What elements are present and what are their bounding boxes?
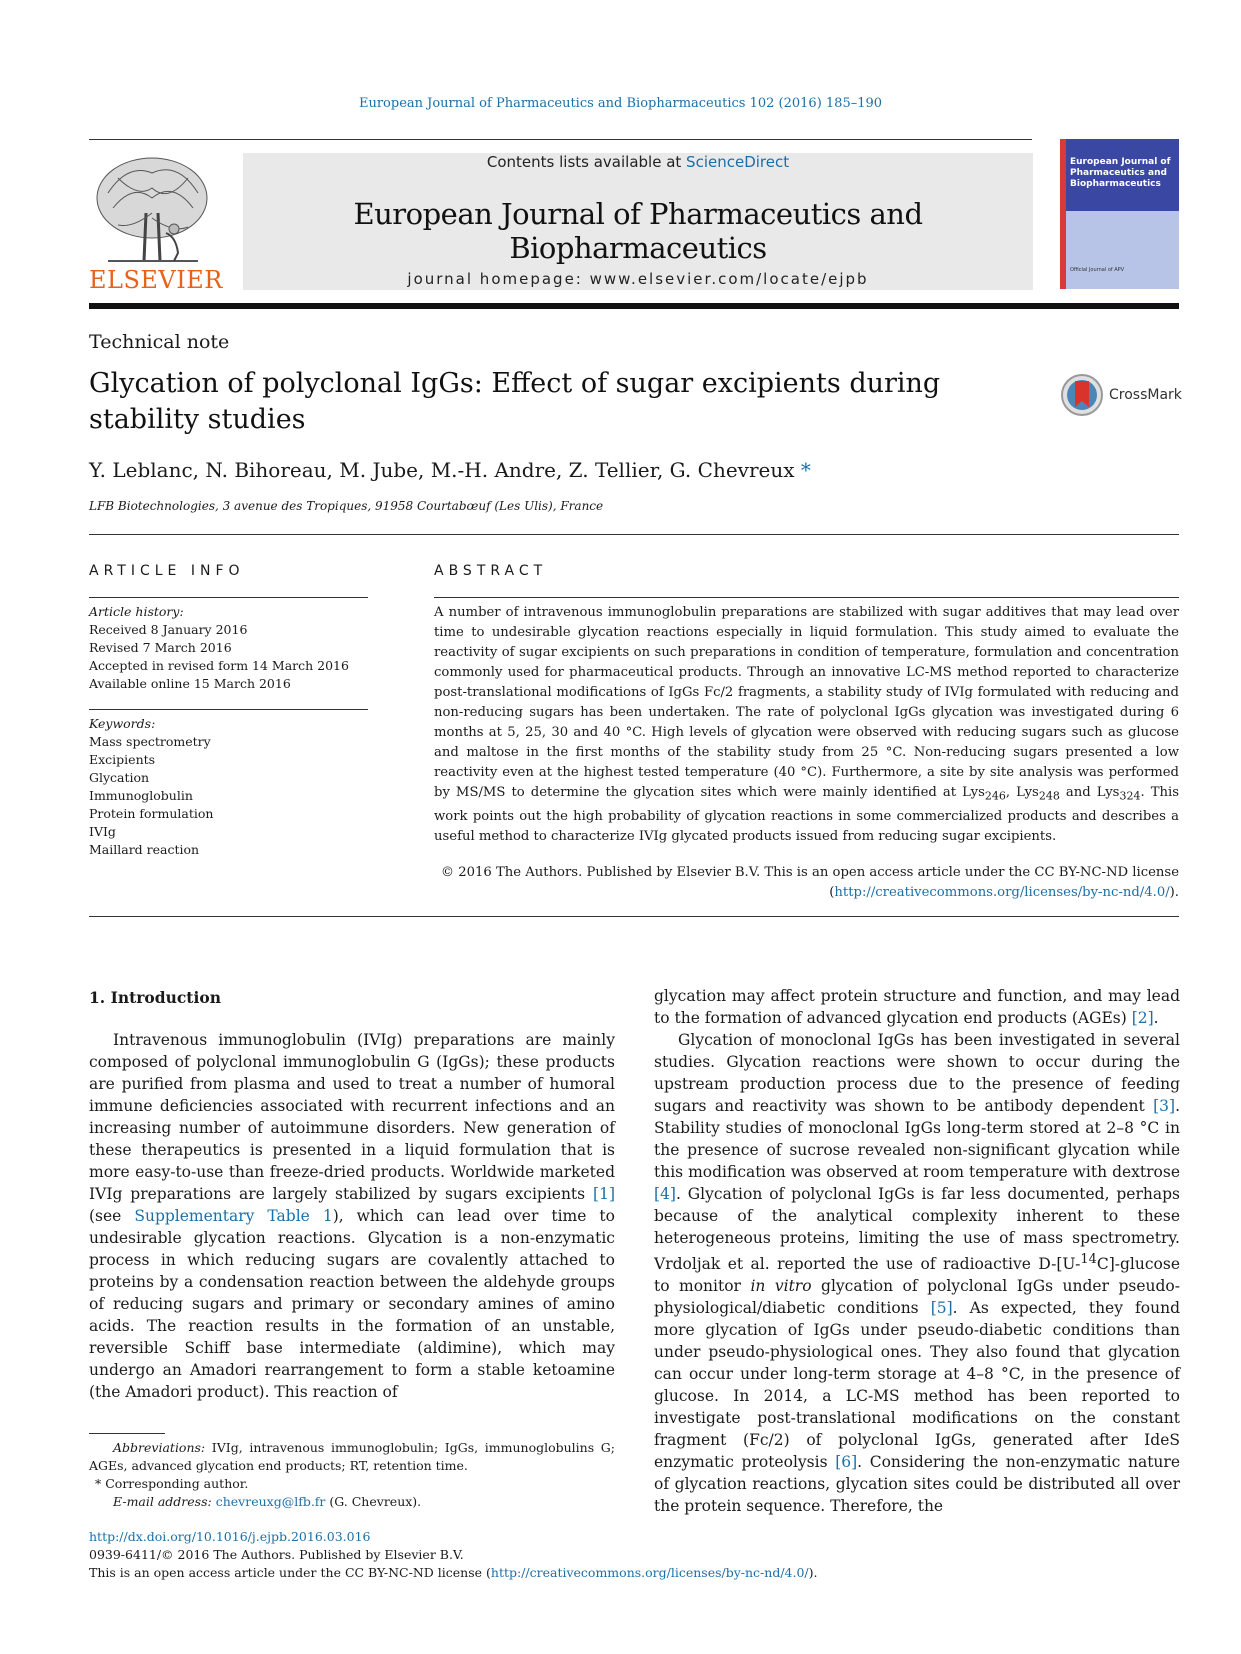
sciencedirect-link[interactable]: ScienceDirect [686,153,790,171]
section-heading-introduction: 1. Introduction [89,988,221,1007]
text-run: Intravenous immunoglobulin (IVIg) preparations are mainly composed of polyclonal immunoglobulin G (IgGs); these products are purified from plasma and used to treat a number of humoral immune deficiencies associated with recurrent infections and an increasing number of autoimmune disorders. New generation of these therapeutics is presented in a liquid formulation that is more easy-to-use than freeze-dried products. Worldwide marketed IVIg preparations are largely stabilized by sugars excipients [89,1031,615,1203]
text-run: Glycation of monoclonal IgGs has been investigated in several studies. Glycation reactions were shown to occur during the upstream production process due to the presence of feeding sugars and reactivity was shown to be antibody dependent [654,1031,1180,1115]
abstract-heading: ABSTRACT [434,563,548,579]
article-footer [89,1528,1089,1582]
issn-line: 0939-6411/© 2016 The Authors. Published by Elsevier B.V. [89,1547,464,1562]
keyword-item: IVIg [89,824,116,839]
corresponding-mark: * [95,1476,102,1491]
reference-link[interactable]: [1] [593,1185,615,1203]
license-end: ). [808,1565,818,1580]
paragraph [654,1029,1180,1517]
copyright-text: © 2016 The Authors. Published by Elsevier B.V. This is an open access article under the CC BY-NC-ND license ( [440,865,1179,900]
abstract-separator: , Lys [1005,785,1039,800]
footnote-email [89,1493,615,1511]
author-names: Y. Leblanc, N. Bihoreau, M. Jube, M.-H. Andre, Z. Tellier, G. Chevreux [89,458,795,482]
reference-link[interactable]: [2] [1131,1009,1154,1027]
paragraph [89,1029,615,1403]
corresponding-author-mark[interactable]: * [800,458,811,482]
email-link[interactable]: chevreuxg@lfb.fr [215,1494,326,1509]
paragraph [654,985,1180,1029]
text-run: C]-glucose to monitor [654,1255,1180,1296]
crossmark-button[interactable] [1060,373,1185,419]
corresponding-text: Corresponding author. [101,1476,249,1491]
crossmark-label: CrossMark [1109,387,1182,403]
supplementary-table-link[interactable]: Supplementary Table 1 [134,1207,333,1225]
cover-title: European Journal of Pharmaceutics and Biopharmaceutics [1070,157,1171,189]
text-run: glycation may affect protein structure and function, and may lead to the formation of advanced glycation end products (AGEs) [654,987,1180,1027]
body-column-right [654,985,1180,1517]
text-run: . As expected, they found more glycation of IgGs under pseudo-diabetic conditions than under pseudo-physiological ones. They also found that glycation can occur under long-term storage at 4–8 °C, in the presence of glucose. In 2014, a LC-MS method has been reported to investigate post-translational modifications on the constant fragment (Fc/2) of polyclonal IgGs, generated after IdeS enzymatic proteolysis [654,1299,1180,1472]
reference-link[interactable]: [6] [835,1453,858,1472]
author-list [89,458,811,482]
license-line [89,1564,1089,1582]
email-name: (G. Chevreux). [325,1494,422,1509]
info-rule-keywords [89,709,368,710]
crossmark-icon [1060,373,1104,417]
keyword-item: Glycation [89,770,150,785]
history-online: Available online 15 March 2016 [89,676,291,691]
lys-subscript: 324 [1119,789,1141,803]
abstract-part2: . This work points out the high probability of glycation reactions in some commercialized products and describes a useful method to characterize IVIg glycated products issued from reducing sugar excipients. [434,785,1179,844]
text-run: . [1153,1009,1159,1027]
abstract-part1: A number of intravenous immunoglobulin preparations are stabilized with sugar additives that may lead over time to undesirable glycation reactions especially in liquid formulation. This study aimed to evaluate the reactivity of sugar excipients on such preparations in condition of temperature, formulation and concentration commonly used for pharmaceutical products. Through an innovative LC-MS method reported to characterize post-translational modifications of IgGs Fc/2 fragments, a stability study of IVIg formulated with reducing and non-reducing sugars has been undertaken. The rate of polyclonal IgGs glycation was investigated during 6 months at 5, 25, 30 and 40 °C. High levels of glycation were observed with reducing sugars such as glucose and maltose in the first months of the stability study from 25 °C. Non-reducing sugars presented a low reactivity even at the highest tested temperature (40 °C). Furthermore, a site by site analysis was performed by MS/MS to determine the glycation sites which were mainly identified at Lys [434,605,1179,800]
article-info-heading: ARTICLE INFO [89,563,245,579]
footnote-corresponding [89,1475,615,1493]
history-revised: Revised 7 March 2016 [89,640,232,655]
elsevier-wordmark: ELSEVIER [89,266,223,294]
article-history [89,603,369,693]
text-run: glycation of polyclonal IgGs under pseudo-physiological/diabetic conditions [654,1277,1181,1318]
copyright-end: ). [1169,885,1179,900]
reference-link[interactable]: [3] [1153,1097,1176,1115]
text-run: . Stability studies of monoclonal IgGs long-term stored at 2–8 °C in the presence of sucrose revealed non-significant glycation while this modification was observed at room temperature with dextrose [654,1097,1180,1181]
masthead-rule [89,303,1179,309]
journal-cover-image[interactable] [1060,139,1179,289]
top-rule [89,139,1032,140]
keywords-list [89,715,369,859]
keyword-item: Maillard reaction [89,842,200,857]
journal-title: European Journal of Pharmaceutics and Biopharmaceutics [353,197,923,265]
affiliation: LFB Biotechnologies, 3 avenue des Tropiques, 91958 Courtabœuf (Les Ulis), France [89,499,604,513]
reference-link[interactable]: [5] [930,1299,953,1318]
lys-subscript: 246 [984,789,1006,803]
italic-text: in vitro [750,1277,812,1296]
info-rule [89,597,368,598]
text-run: ), which can lead over time to undesirable glycation reactions. Glycation is a non-enzymatic process in which reducing sugars are covalently attached to proteins by a condensation reaction between the aldehyde groups of reducing sugars and primary or secondary amines of amino acids. The reaction results in the formation of an unstable, reversible Schiff base intermediate (aldimine), which may undergo an Amadori rearrangement to form a stable ketoamine (the Amadori product). This reaction of [89,1207,615,1401]
doi-link[interactable]: http://dx.doi.org/10.1016/j.ejpb.2016.03.016 [89,1529,371,1544]
abstract-bottom-rule [89,916,1179,917]
keywords-label: Keywords: [89,716,156,731]
lys-subscript: 248 [1038,789,1060,803]
reference-link[interactable]: [4] [654,1185,676,1203]
license-link[interactable]: http://creativecommons.org/licenses/by-nc-nd/4.0/ [490,1565,809,1580]
keyword-item: Excipients [89,752,156,767]
text-run: . Considering the non-enzymatic nature of glycation reactions, glycation sites could be distributed all over the protein sequence. Therefore, the [654,1453,1180,1516]
history-label: Article history: [89,604,184,619]
license-link[interactable]: http://creativecommons.org/licenses/by-nc-nd/4.0/ [834,885,1170,900]
affiliation-rule [89,534,1179,535]
footnote-rule [89,1433,165,1434]
abstract-text [434,603,1179,847]
history-accepted: Accepted in revised form 14 March 2016 [89,658,349,673]
article-title: Glycation of polyclonal IgGs: Effect of sugar excipients during stability studies [89,368,941,435]
contents-prefix: Contents lists available at [486,153,687,171]
abstract-rule [434,597,1179,598]
text-run: . Glycation of polyclonal IgGs is far less documented, perhaps because of the analytical complexity inherent to these heterogeneous proteins, limiting the use of mass spectrometry. Vrdoljak et al. reported the use of radioactive D-[U- [654,1185,1180,1274]
license-prefix: This is an open access article under the CC BY-NC-ND license ( [89,1565,491,1580]
email-label: E-mail address: [113,1494,212,1509]
journal-homepage[interactable]: journal homepage: www.elsevier.com/locate/ejpb [407,270,869,288]
keyword-item: Protein formulation [89,806,214,821]
article-type: Technical note [89,331,230,353]
abbreviations-text: IVIg, intravenous immunoglobulin; IgGs, immunoglobulins G; AGEs, advanced glycation end products; RT, retention time. [89,1440,615,1473]
journal-citation-link[interactable]: European Journal of Pharmaceutics and Biopharmaceutics 102 (2016) 185–190 [358,96,883,111]
abbreviations-label: Abbreviations: [113,1440,206,1455]
text-run: (see [89,1207,135,1225]
abstract-copyright [434,863,1179,903]
isotope-superscript: 14 [1080,1252,1097,1267]
keyword-item: Immunoglobulin [89,788,193,803]
footnotes [89,1439,615,1511]
contents-availability [243,153,1033,171]
cover-lower-panel [1066,211,1179,289]
keyword-item: Mass spectrometry [89,734,211,749]
body-column-left [89,1029,615,1403]
history-received: Received 8 January 2016 [89,622,248,637]
abstract-separator: and Lys [1059,785,1120,800]
cover-footer: Official Journal of APV [1070,267,1125,273]
footnote-abbreviations [89,1439,615,1475]
